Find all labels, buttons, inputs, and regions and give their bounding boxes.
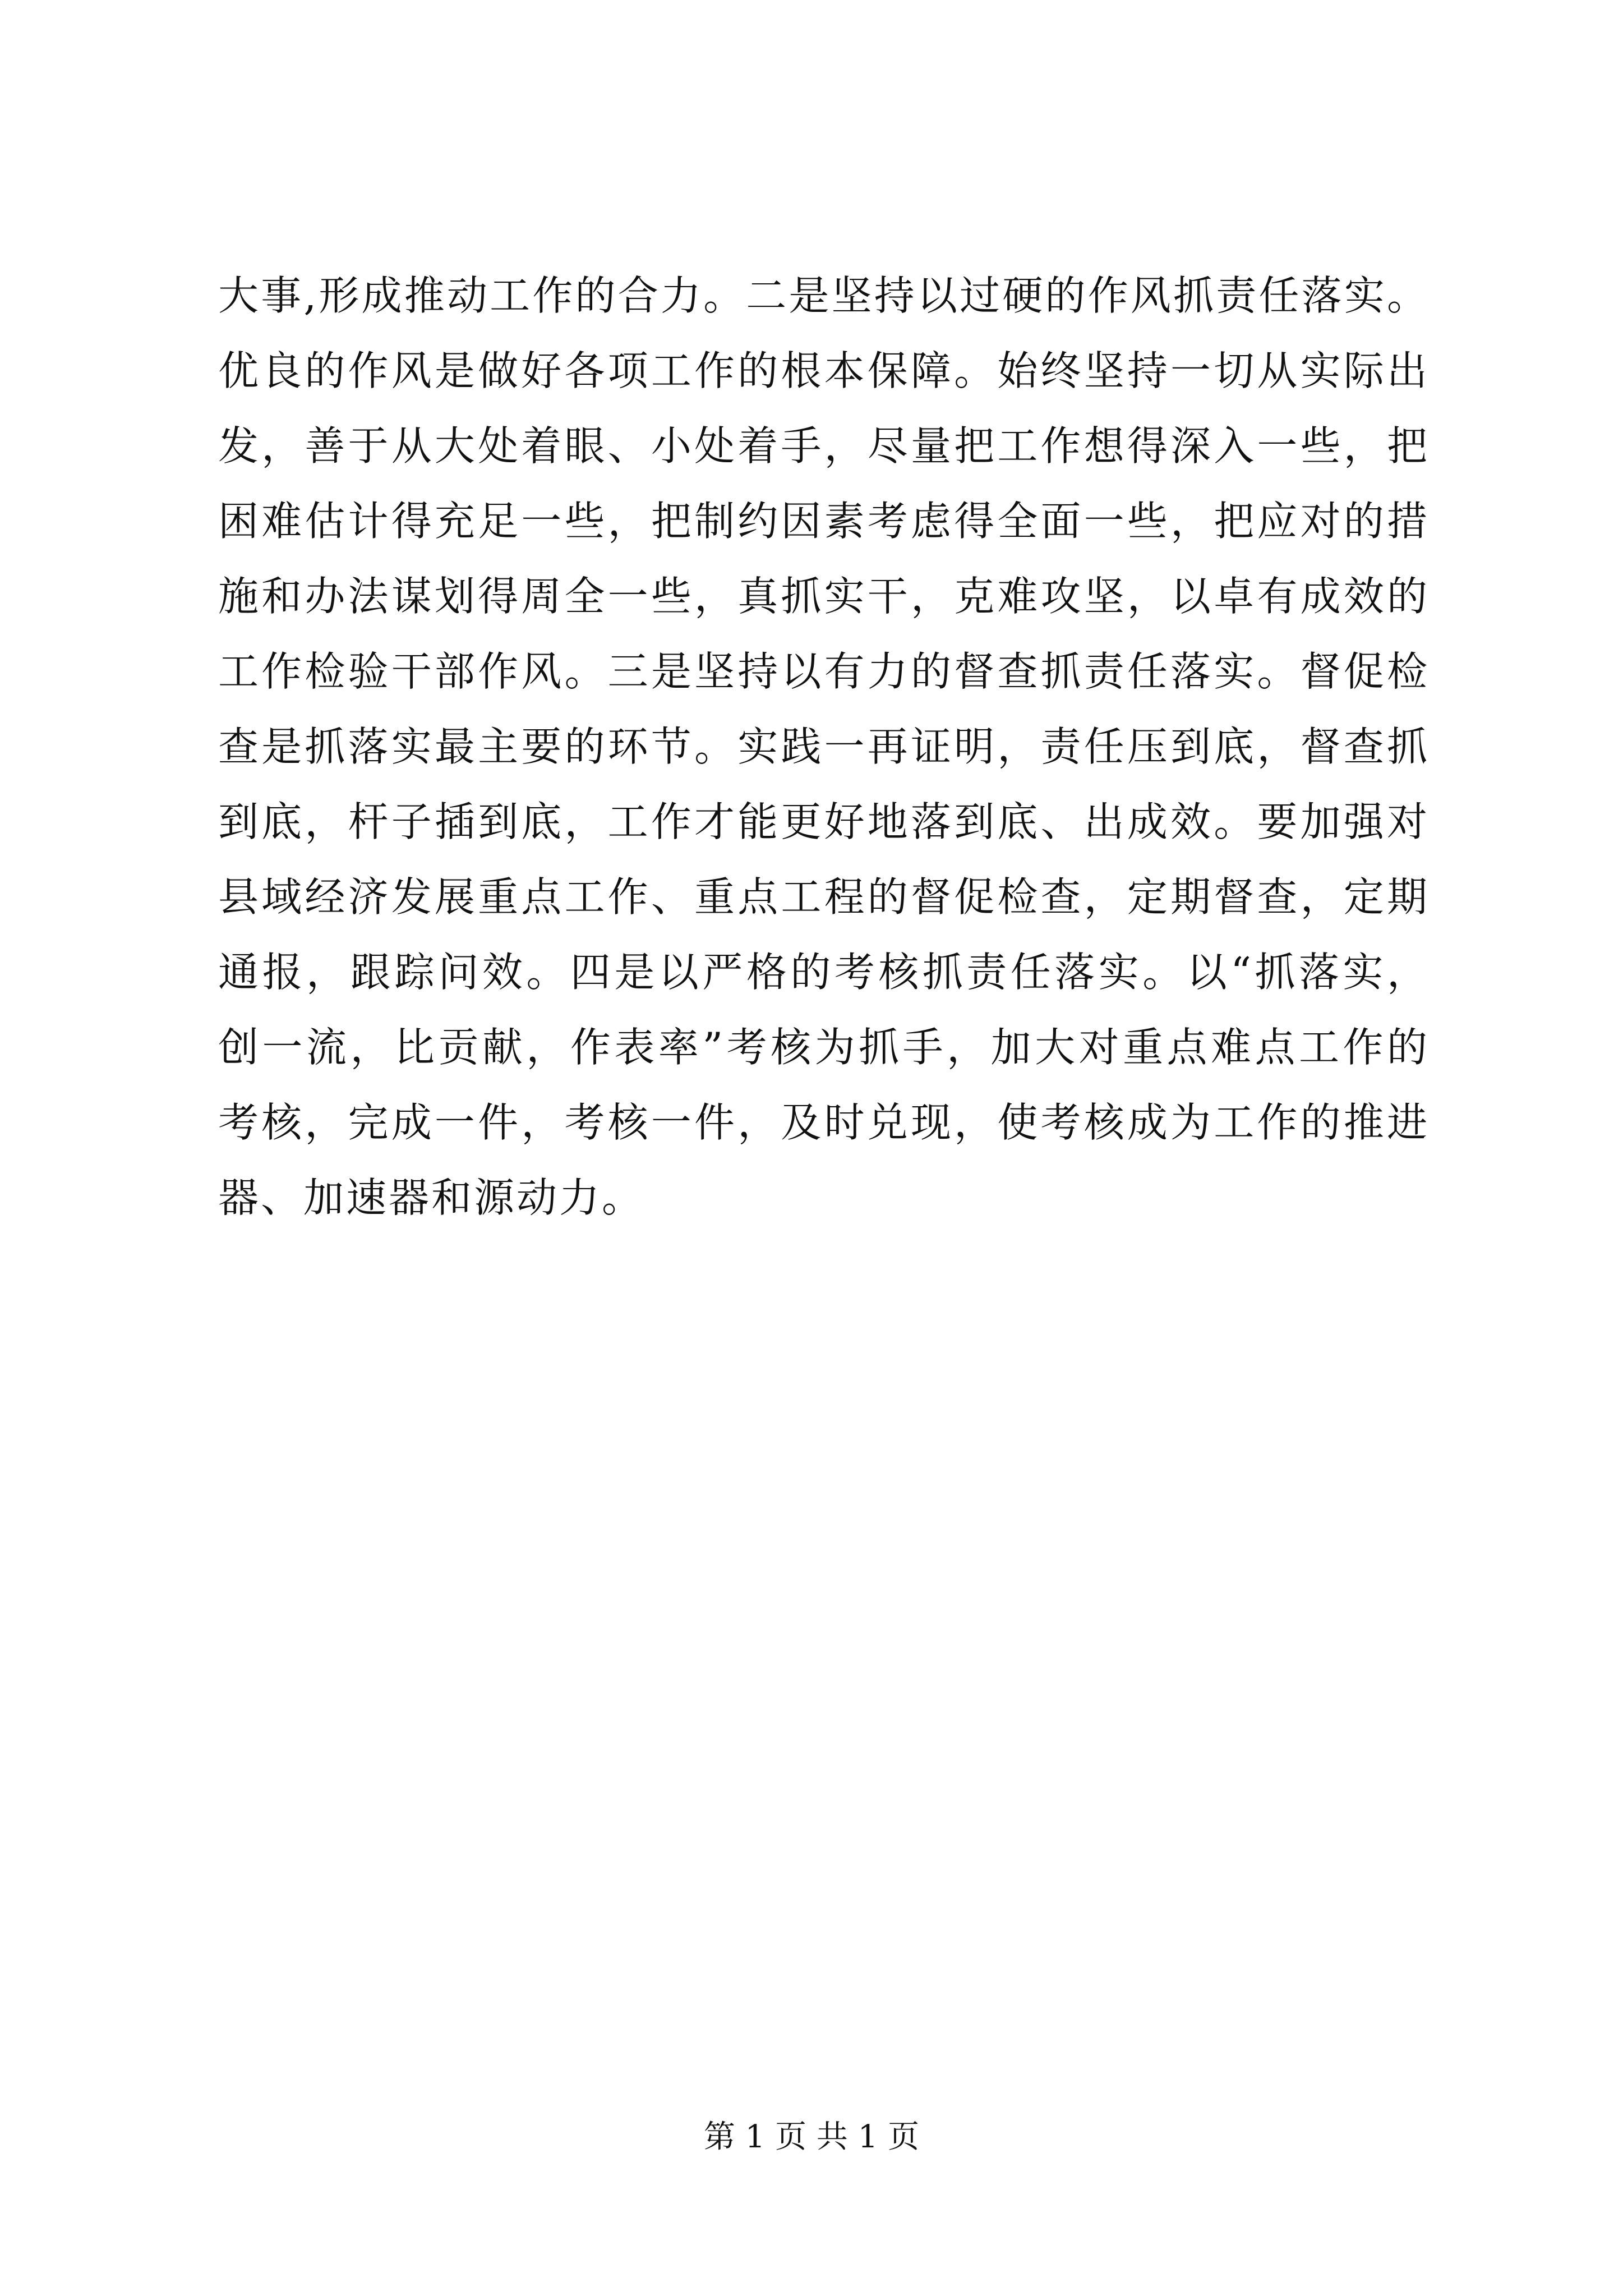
text-line-11: 创一流，比贡献，作表率”考核为抓手，加大对重点难点工作的 xyxy=(218,1024,1430,1071)
text-line-9: 县域经济发展重点工作、重点工程的督促检查，定期督查，定期 xyxy=(218,873,1430,921)
text-line-10: 通报，跟踪问效。四是以严格的考核抓责任落实。以“抓落实， xyxy=(218,949,1430,996)
body-paragraph xyxy=(218,258,1430,1235)
text-line-4: 困难估计得充足一些，把制约因素考虑得全面一些，把应对的措 xyxy=(218,498,1430,545)
text-line-13: 器、加速器和源动力。 xyxy=(218,1174,645,1221)
text-line-8: 到底，杆子插到底，工作才能更好地落到底、出成效。要加强对 xyxy=(218,798,1430,845)
text-line-3: 发，善于从大处着眼、小处着手，尽量把工作想得深入一些，把 xyxy=(218,422,1430,470)
text-line-5: 施和办法谋划得周全一些，真抓实干，克难攻坚，以卓有成效的 xyxy=(218,573,1430,620)
text-line-7: 查是抓落实最主要的环节。实践一再证明，责任压到底，督查抓 xyxy=(218,723,1430,770)
text-line-1: 大事,形成推动工作的合力。二是坚持以过硬的作风抓责任落实。 xyxy=(218,272,1430,319)
text-line-2: 优良的作风是做好各项工作的根本保障。始终坚持一切从实际出 xyxy=(218,347,1430,394)
text-line-6: 工作检验干部作风。三是坚持以有力的督查抓责任落实。督促检 xyxy=(218,648,1430,695)
text-line-12: 考核，完成一件，考核一件，及时兑现，使考核成为工作的推进 xyxy=(218,1099,1430,1146)
page-number-footer: 第 1 页 共 1 页 xyxy=(703,2119,920,2155)
